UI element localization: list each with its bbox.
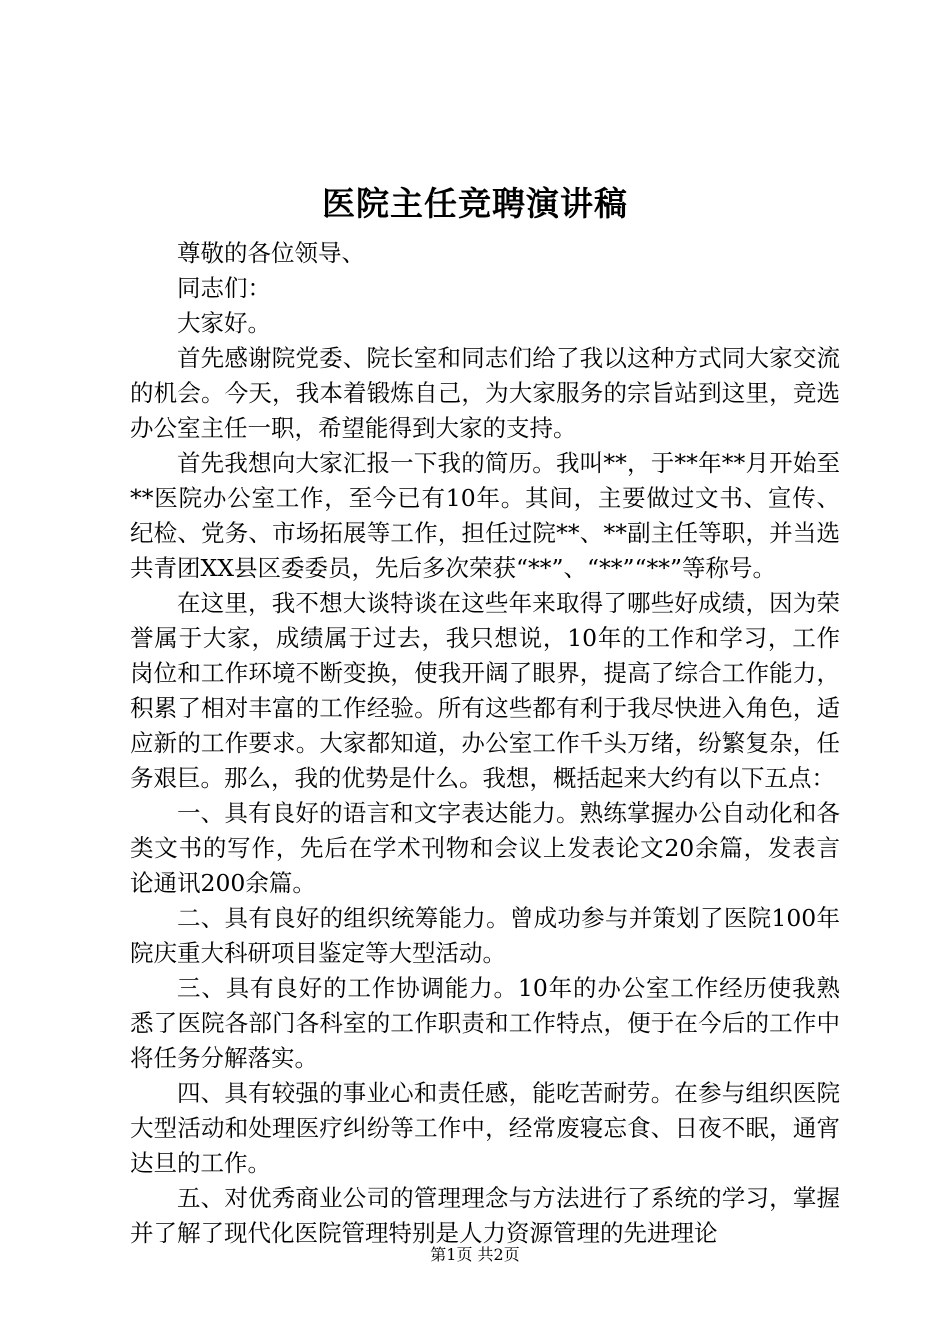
paragraph-point-3: 三、具有良好的工作协调能力。10年的办公室工作经历使我熟悉了医院各部门各科室的工作职责和工作特点，便于在今后的工作中将任务分解落实。 xyxy=(130,974,840,1072)
paragraph-salutation-2: 同志们： xyxy=(177,274,271,302)
page-number-footer: 第1页 共2页 xyxy=(430,1245,520,1264)
document-body xyxy=(130,236,840,1251)
paragraph-thanks: 首先感谢院党委、院长室和同志们给了我以这种方式同大家交流的机会。今天，我本着锻炼自己，为大家服务的宗旨站到这里，竞选办公室主任一职，希望能得到大家的支持。 xyxy=(130,344,840,442)
paragraph-point-4: 四、具有较强的事业心和责任感，能吃苦耐劳。在参与组织医院大型活动和处理医疗纠纷等工作中，经常废寝忘食、日夜不眠，通宵达旦的工作。 xyxy=(130,1079,840,1177)
paragraph-point-2: 二、具有良好的组织统筹能力。曾成功参与并策划了医院100年院庆重大科研项目鉴定等大型活动。 xyxy=(130,904,840,967)
paragraph-greeting: 大家好。 xyxy=(177,309,271,337)
paragraph-point-1: 一、具有良好的语言和文字表达能力。熟练掌握办公自动化和各类文书的写作，先后在学术刊物和会议上发表论文20余篇，发表言论通讯200余篇。 xyxy=(130,799,840,897)
paragraph-point-5: 五、对优秀商业公司的管理理念与方法进行了系统的学习，掌握并了解了现代化医院管理特别是人力资源管理的先进理论 xyxy=(130,1184,840,1247)
paragraph-experience: 在这里，我不想大谈特谈在这些年来取得了哪些好成绩，因为荣誉属于大家，成绩属于过去，我只想说，10年的工作和学习，工作岗位和工作环境不断变换，使我开阔了眼界，提高了综合工作能力，积累了相对丰富的工作经验。所有这些都有利于我尽快进入角色，适应新的工作要求。大家都知道，办公室工作千头万绪，纷繁复杂，任务艰巨。那么，我的优势是什么。我想，概括起来大约有以下五点： xyxy=(130,589,840,792)
paragraph-salutation-1: 尊敬的各位领导、 xyxy=(177,239,365,267)
document-title: 医院主任竞聘演讲稿 xyxy=(322,184,628,223)
paragraph-resume: 首先我想向大家汇报一下我的简历。我叫**，于**年**月开始至**医院办公室工作，至今已有10年。其间，主要做过文书、宣传、纪检、党务、市场拓展等工作，担任过院**、**副主任等职，并当选共青团XX县区委委员，先后多次荣获“**”、“**”“**”等称号。 xyxy=(130,449,840,582)
